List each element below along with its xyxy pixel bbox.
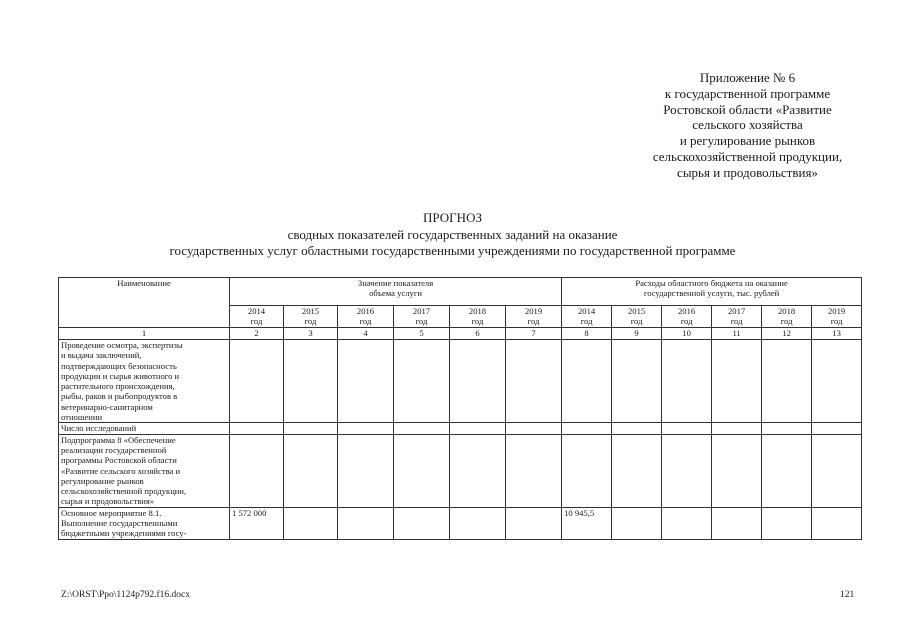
title-line: государственных услуг областными государственными учреждениями по государственной программе: [169, 243, 736, 258]
value-cell: [612, 434, 662, 507]
value-cell: [284, 423, 338, 434]
value-cell: [394, 423, 450, 434]
value-cell: [662, 507, 712, 539]
value-cell: [762, 423, 812, 434]
column-number-cell: 5: [394, 328, 450, 340]
value-cell: [230, 340, 284, 423]
year-value: 2018: [777, 306, 796, 316]
year-header-cell: [230, 306, 284, 328]
year-value: 2015: [301, 306, 320, 316]
value-cell: [712, 423, 762, 434]
row-name-line: растительного происхождения,: [61, 381, 175, 392]
value-cell: [562, 423, 612, 434]
year-value: 2019: [524, 306, 543, 316]
column-number-cell: 11: [712, 328, 762, 340]
year-value: 2018: [468, 306, 487, 316]
row-name-line: «Развитие сельского хозяйства и: [61, 465, 181, 476]
column-number-cell: 2: [230, 328, 284, 340]
row-name-cell: [59, 423, 230, 434]
value-cell: [762, 340, 812, 423]
year-suffix: год: [304, 316, 317, 327]
value-cell: [506, 423, 562, 434]
year-suffix: год: [415, 316, 428, 327]
column-number-cell: 1: [59, 328, 230, 340]
row-name-cell: [59, 340, 230, 423]
table-row: [59, 340, 862, 423]
group-label-line: Значение показателя: [357, 278, 434, 288]
appendix-line: и регулирование рынков: [679, 133, 816, 149]
value-cell: [230, 423, 284, 434]
value-cell: [762, 507, 812, 539]
row-name-line: Подпрограмма 8 «Обеспечение: [61, 434, 176, 445]
value-cell: [562, 434, 612, 507]
value-cell: [612, 507, 662, 539]
row-name-cell: [59, 434, 230, 507]
appendix-line: сельского хозяйства: [692, 117, 803, 133]
value-cell: [394, 434, 450, 507]
appendix-line: сельскохозяйственной продукции,: [652, 148, 843, 164]
value-cell: [712, 434, 762, 507]
column-number-cell: 10: [662, 328, 712, 340]
year-suffix: год: [527, 316, 540, 327]
column-number-cell: 4: [338, 328, 394, 340]
row-name-line: бюджетными учреждениями госу-: [61, 528, 187, 539]
value-cell: [506, 507, 562, 539]
value-cell: [662, 340, 712, 423]
value-cell: [230, 434, 284, 507]
value-cell: [762, 434, 812, 507]
row-name-line: рыбы, раков и рыбопродуктов в: [61, 391, 178, 402]
value-cell: [712, 507, 762, 539]
appendix-line: Ростовской области «Развитие: [663, 101, 832, 117]
value-cell: [662, 434, 712, 507]
year-value: 2019: [828, 306, 846, 316]
column-number-cell: 8: [562, 328, 612, 340]
value-cell: [662, 423, 712, 434]
row-name-line: реализации государственной: [61, 444, 167, 455]
year-value: 2017: [412, 306, 431, 316]
year-suffix: год: [359, 316, 372, 327]
column-group-budget: [562, 278, 862, 306]
value-cell: [612, 423, 662, 434]
row-name-line: и выдача заключений,: [61, 350, 142, 361]
title-heading: ПРОГНОЗ: [423, 210, 482, 225]
row-name-line: отношении: [61, 412, 103, 423]
group-label-line: объема услуги: [369, 288, 422, 299]
row-name-line: ветеринарно-санитарном: [61, 401, 153, 412]
row-name-line: Проведение осмотра, экспертизы: [61, 340, 183, 350]
column-number-cell: 13: [812, 328, 862, 340]
value-cell: [284, 340, 338, 423]
value-cell: [812, 434, 862, 507]
year-header-cell: [762, 306, 812, 328]
year-suffix: год: [471, 316, 484, 327]
value-cell: [338, 434, 394, 507]
column-number-row: [59, 328, 862, 340]
value-cell: [338, 340, 394, 423]
year-suffix: год: [830, 316, 843, 327]
column-number-cell: 9: [612, 328, 662, 340]
value-cell: [712, 340, 762, 423]
row-name-line: Число исследований: [61, 423, 137, 434]
footer-file-path: Z:\ORST\Ppo\1124p792.f16.docx: [61, 590, 190, 600]
row-name-line: Основное мероприятие 8.1.: [61, 507, 162, 518]
year-header-cell: [562, 306, 612, 328]
row-name-line: сельскохозяйственной продукции,: [61, 486, 187, 497]
column-group-indicator: [230, 278, 562, 306]
row-name-line: сырья и продовольствия»: [61, 496, 155, 507]
document-title: [60, 210, 845, 260]
value-cell: 1 572 000: [230, 507, 284, 539]
year-header-cell: [812, 306, 862, 328]
appendix-line: Приложение № 6: [699, 70, 796, 85]
year-suffix: год: [780, 316, 793, 327]
title-line: сводных показателей государственных заданий на оказание: [287, 226, 618, 242]
value-cell: [506, 340, 562, 423]
year-header-cell: [394, 306, 450, 328]
value-cell: [394, 507, 450, 539]
value-cell: [506, 434, 562, 507]
value-cell: [338, 507, 394, 539]
value-cell: [562, 340, 612, 423]
year-header-cell: [506, 306, 562, 328]
year-suffix: год: [730, 316, 743, 327]
value-cell: [450, 340, 506, 423]
year-value: 2017: [727, 306, 746, 316]
group-label-line: Расходы областного бюджета на оказание: [635, 278, 788, 288]
value-cell: [394, 340, 450, 423]
appendix-line: к государственной программе: [664, 85, 831, 101]
year-value: 2016: [356, 306, 375, 316]
row-name-line: подтверждающих безопасность: [61, 360, 177, 371]
row-name-line: Выполнение государственными: [61, 518, 178, 529]
value-cell: [284, 434, 338, 507]
year-suffix: год: [250, 316, 263, 327]
year-header-cell: [450, 306, 506, 328]
year-value: 2016: [677, 306, 696, 316]
year-suffix: год: [680, 316, 693, 327]
row-name-line: регулирование рынков: [61, 475, 144, 486]
year-suffix: год: [580, 316, 593, 327]
value-cell: [812, 507, 862, 539]
row-name-line: продукции и сырья животного и: [61, 370, 180, 381]
column-header-name: Наименование: [59, 278, 230, 328]
column-number-cell: 12: [762, 328, 812, 340]
value-cell: [812, 340, 862, 423]
table-row: [59, 434, 862, 507]
column-number-cell: 7: [506, 328, 562, 340]
value-cell: [450, 423, 506, 434]
value-cell: [450, 507, 506, 539]
value-cell: [338, 423, 394, 434]
page-number: 121: [840, 590, 855, 600]
value-cell: [612, 340, 662, 423]
year-value: 2014: [577, 306, 596, 316]
row-name-cell: [59, 507, 230, 539]
value-cell: 10 945,5: [562, 507, 612, 539]
year-header-cell: [284, 306, 338, 328]
column-number-cell: 3: [284, 328, 338, 340]
value-cell: [450, 434, 506, 507]
appendix-line: сырья и продовольствия»: [677, 164, 818, 180]
table-row: [59, 507, 862, 539]
value-cell: [284, 507, 338, 539]
forecast-table: [58, 277, 862, 540]
group-label-line: государственной услуги, тыс. рублей: [643, 288, 780, 299]
row-name-line: программы Ростовской области: [61, 455, 177, 466]
column-number-cell: 6: [450, 328, 506, 340]
year-header-cell: [712, 306, 762, 328]
value-cell: [812, 423, 862, 434]
year-header-cell: [662, 306, 712, 328]
year-suffix: год: [630, 316, 643, 327]
year-header-cell: [612, 306, 662, 328]
year-value: 2014: [247, 306, 266, 316]
year-value: 2015: [627, 306, 646, 316]
year-header-cell: [338, 306, 394, 328]
appendix-header: [620, 70, 875, 181]
table-row: [59, 423, 862, 434]
